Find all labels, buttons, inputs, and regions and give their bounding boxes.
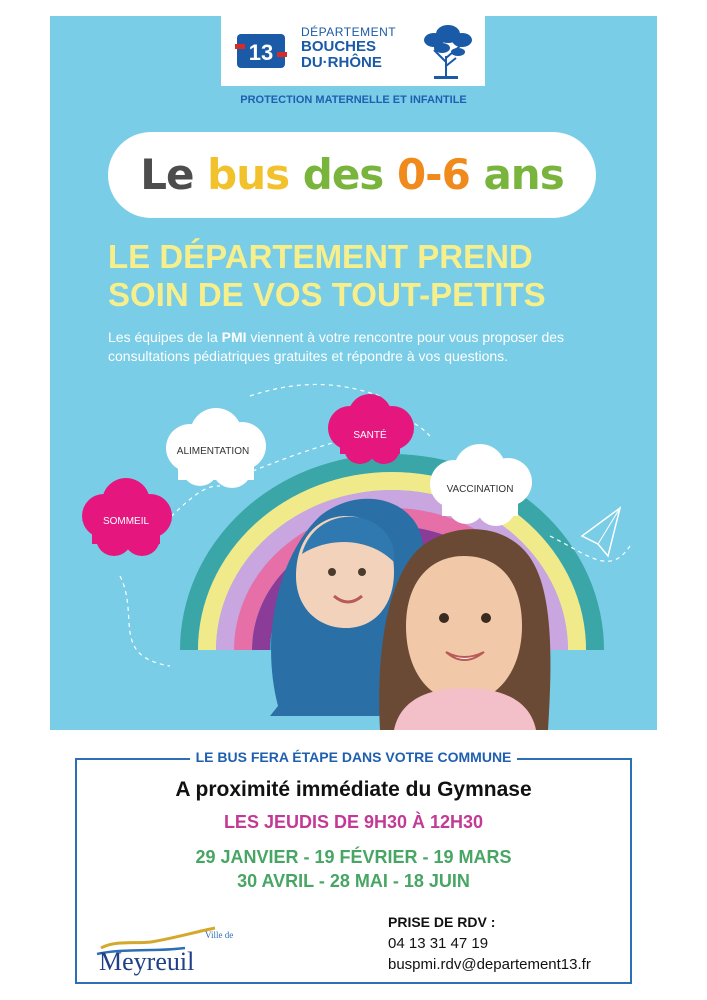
schedule-text: LES JEUDIS DE 9H30 À 12H30 [223, 812, 484, 832]
headline-line1: LE DÉPARTEMENT PREND [108, 238, 533, 275]
logo-number: 13 [248, 40, 274, 65]
intro-before: Les équipes de la [108, 329, 222, 345]
cloud-sante [328, 394, 414, 464]
dates-line1: 29 JANVIER - 19 FÉVRIER - 19 MARS [195, 847, 512, 867]
rdv-email[interactable]: buspmi.rdv@departement13.fr [388, 956, 591, 973]
title-word-le: Le [140, 150, 194, 199]
title-word-age: 0-6 [396, 150, 470, 199]
cloud-vaccination [430, 444, 532, 526]
dates-line2: 30 AVRIL - 28 MAI - 18 JUIN [237, 871, 470, 891]
location-text: A proximité immédiate du Gymnase [175, 778, 532, 801]
logo-name-line2: DU·RHÔNE [301, 54, 382, 71]
title-word-des: des [302, 150, 384, 199]
town-name: Meyreuil [99, 947, 195, 976]
logo-departement: DÉPARTEMENT [301, 25, 397, 39]
topic-alimentation: ALIMENTATION [176, 446, 250, 457]
dates-block [0, 845, 707, 893]
logo-name-line1: BOUCHES [301, 38, 377, 55]
cloud-alimentation [166, 408, 266, 488]
intro-after: viennent à votre rencontre pour vous proposer des consultations pédiatriques gratuites et répondre à vos questions. [108, 329, 565, 364]
rdv-phone[interactable]: 04 13 31 47 19 [388, 935, 489, 952]
meyreuil-logo [95, 918, 245, 978]
poster-panel [50, 16, 657, 730]
topic-sante: SANTÉ [353, 430, 387, 441]
intro-bold: PMI [221, 329, 247, 345]
stop-title [0, 747, 707, 766]
rdv-title: PRISE DE RDV : [388, 914, 496, 930]
cloud-sommeil [82, 478, 172, 556]
rdv-block [388, 912, 591, 975]
topic-sommeil: SOMMEIL [102, 516, 150, 527]
stop-title-text: LE BUS FERA ÉTAPE DANS VOTRE COMMUNE [190, 749, 518, 765]
topic-vaccination: VACCINATION [446, 484, 514, 495]
title-word-bus: bus [207, 150, 290, 199]
town-prefix: Ville de [205, 930, 234, 940]
illustration-scene [50, 16, 657, 730]
program-subtitle: PROTECTION MATERNELLE ET INFANTILE [240, 94, 467, 106]
title-word-ans: ans [483, 150, 564, 199]
paper-plane-icon [582, 508, 620, 556]
headline-line2: SOIN DE VOS TOUT-PETITS [108, 276, 546, 313]
